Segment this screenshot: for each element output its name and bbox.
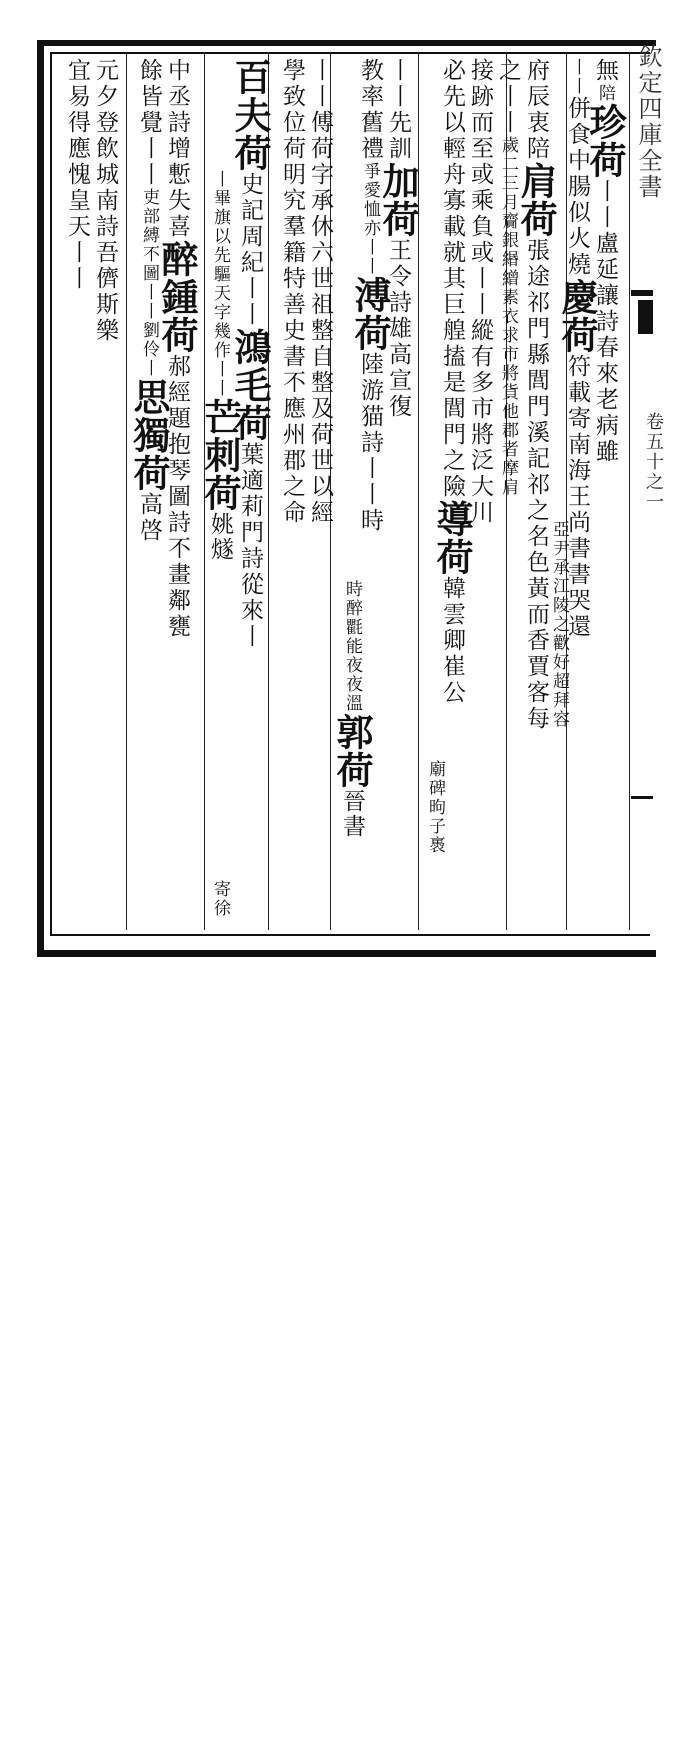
fishtail-mark: [631, 796, 653, 799]
fishtail-mark: [631, 290, 653, 296]
body-text: 府辰衷陪: [523, 58, 549, 162]
body-text: 晉書: [339, 789, 365, 839]
small-note: 吏部縛不圖丨丨劉伶丨: [139, 188, 159, 378]
book-title: 欽定四庫全書: [634, 44, 662, 200]
body-text: 丨丨盧延讓詩春來老病雖: [592, 179, 618, 465]
small-note: 爭愛恤亦丨丨: [360, 162, 380, 276]
juan-label: 卷五十之一: [643, 412, 664, 512]
small-note: 歲二三月齎銀緡繒素衣求市將貨他郡者摩肩: [498, 136, 518, 497]
headword: 郭荷: [330, 713, 374, 789]
headword: 導荷: [430, 500, 474, 576]
small-note: 丨丨: [567, 58, 587, 96]
text-column: [127, 58, 171, 928]
headword: 醉鍾荷: [155, 240, 199, 354]
small-note: 廟碑昫子褭: [425, 760, 445, 855]
headword: 珍荷: [583, 103, 627, 179]
headword: 思獨荷: [127, 378, 171, 492]
small-note: 天字幾作丨丨: [210, 284, 230, 398]
headword: 慶荷: [555, 278, 599, 354]
body-text: 高啓: [136, 492, 162, 544]
body-text: 併食中腸似火燒: [564, 96, 590, 278]
body-text: 葉適莉門詩從來丨: [237, 442, 263, 650]
text-column-note: [423, 760, 445, 1630]
body-text: 餘皆覺丨丨: [136, 58, 162, 188]
text-column-note: [208, 880, 230, 1750]
small-note: 亞尹承江陵之歡好超拜容: [549, 520, 569, 729]
body-text: 接跡而至或乘負或丨丨縱有多市將泛大川: [467, 58, 493, 526]
body-text: 王令詩雄高宣復: [385, 238, 411, 420]
body-text: 之丨丨: [495, 58, 521, 136]
fishtail-mark: [638, 300, 653, 334]
body-text: 學致位荷明究羣籍特善史書不應州郡之命: [279, 58, 305, 526]
body-text: 張途祁門縣閭門溪記祁之名色黃而香賈客每: [523, 238, 549, 732]
body-text: 丨丨傅荷字承休六世祖整自整及荷世以經: [307, 58, 333, 526]
body-text: 元夕登飲城南詩吾儕斯樂: [92, 58, 118, 344]
text-column: [270, 58, 314, 928]
headword: 溥荷: [348, 276, 392, 352]
headword: 肩荷: [514, 162, 558, 238]
column-rule: [629, 54, 630, 930]
text-column: [55, 58, 99, 928]
small-note: 丨畢旗以先驅: [210, 170, 230, 284]
body-text: 無: [592, 58, 618, 84]
headword: 加荷: [376, 162, 420, 238]
body-text: 史記周紀丨丨: [237, 172, 263, 328]
body-text: 符載寄南海王尚書書哭還: [564, 354, 590, 640]
body-text: 陸游猫詩丨丨時: [357, 352, 383, 534]
body-text: 韓雲卿崔公: [439, 576, 465, 706]
body-text: 教率舊禮: [357, 58, 383, 162]
body-text: 必先以輕舟寡載就其巨艎搕是閭門之險: [439, 58, 465, 500]
small-note: 寄徐: [210, 880, 230, 918]
headword: 百夫荷: [228, 58, 272, 172]
body-text: 中丞詩增慙失喜: [164, 58, 190, 240]
body-text: 宜易得應愧皇天丨丨: [64, 58, 90, 292]
small-note: 時醉氍能夜夜溫: [342, 580, 362, 713]
small-note: 陪: [595, 84, 615, 103]
body-text: 姚燧: [207, 512, 233, 562]
headword: 芒刺荷: [198, 398, 242, 512]
body-text: 丨丨先訓: [385, 58, 411, 162]
text-column-note: [330, 580, 374, 1450]
headword: 鴻毛荷: [228, 328, 272, 442]
body-text: 郝經題抱琴圖詩不畫鄰甕: [164, 354, 190, 640]
